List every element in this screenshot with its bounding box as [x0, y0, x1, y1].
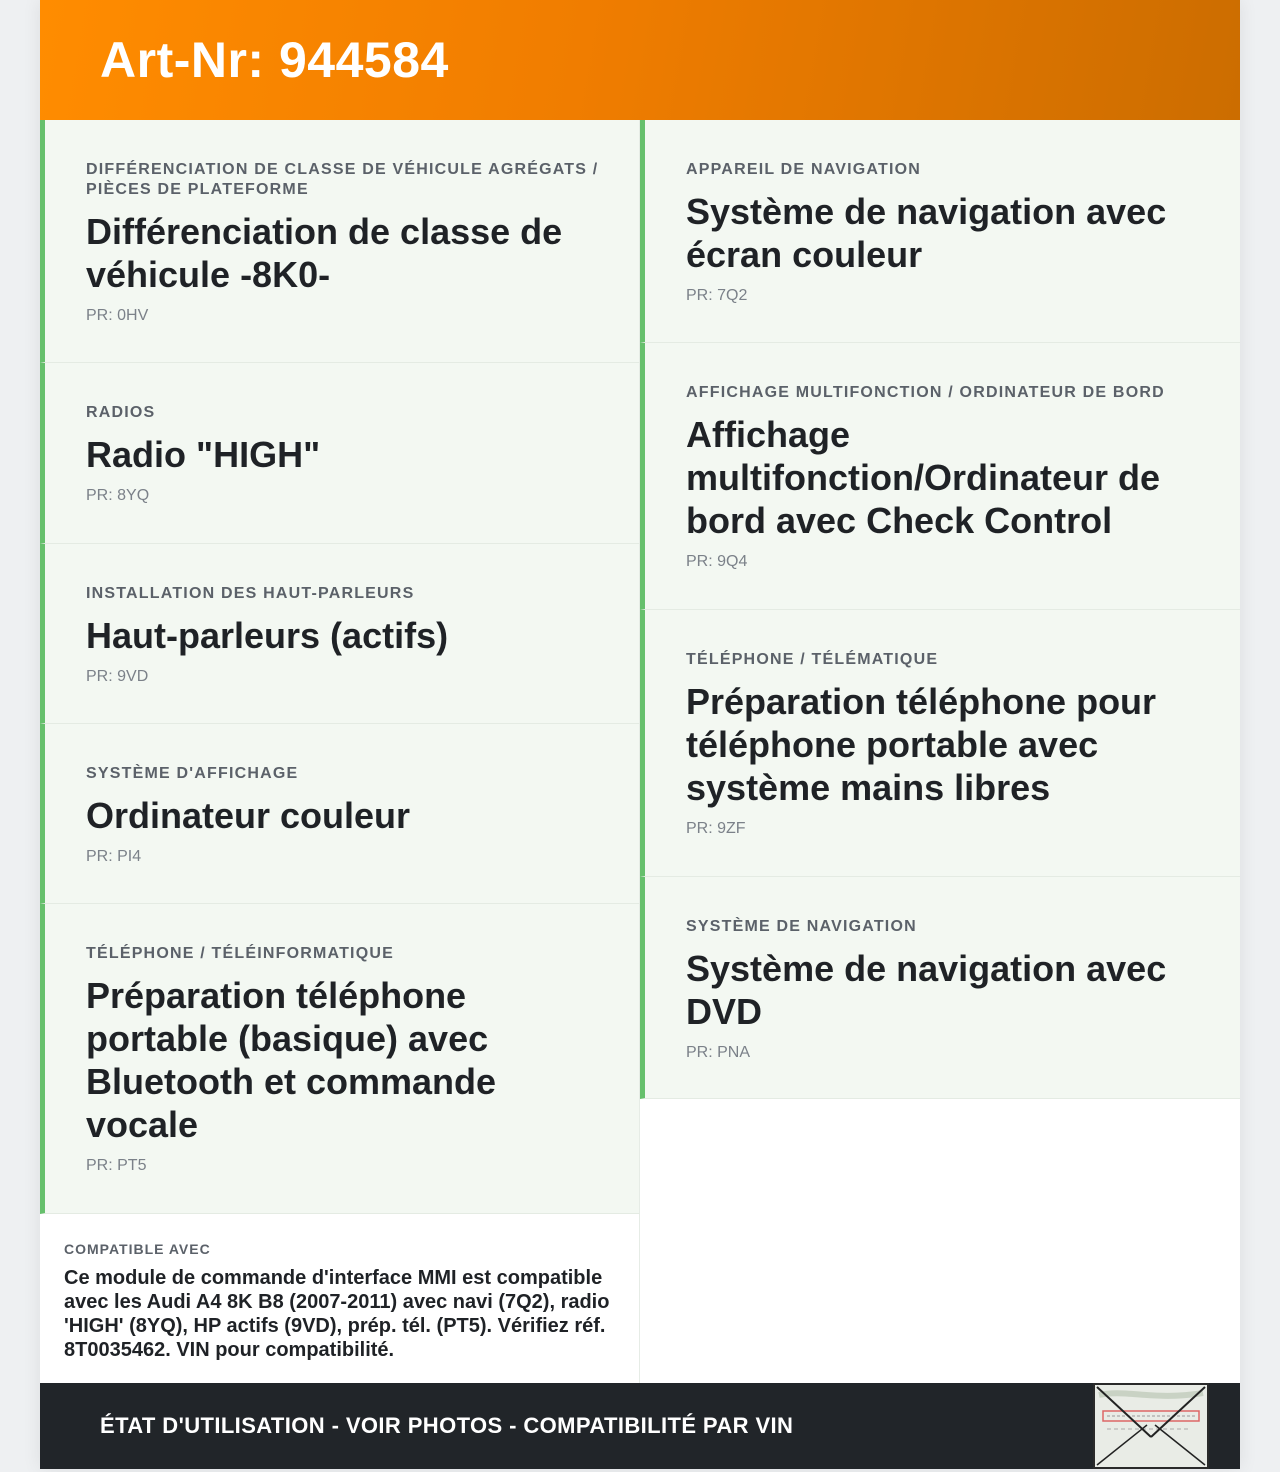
card-category: TÉLÉPHONE / TÉLÉINFORMATIQUE: [86, 945, 394, 962]
feature-card: [40, 904, 640, 1214]
card-title: Différenciation de classe de véhicule -8K0-: [86, 211, 563, 295]
right-column: [640, 120, 1240, 1099]
card-category: DIFFÉRENCIATION DE CLASSE DE VÉHICULE AGRÉGATS / PIÈCES DE PLATEFORME: [86, 161, 599, 198]
card-category: SYSTÈME D'AFFICHAGE: [86, 765, 299, 782]
card-category: RADIOS: [86, 404, 156, 421]
compatibility-text: Ce module de commande d'interface MMI est compatible avec les Audi A4 8K B8 (2007-2011) avec navi (7Q2), radio 'HIGH' (8YQ), HP actifs (9VD), prép. tél. (PT5). Vérifiez réf. 8T0035462. VIN pour compatibilité.: [64, 1267, 610, 1361]
card-title: Préparation téléphone portable (basique) avec Bluetooth et commande vocale: [86, 975, 497, 1145]
card-pr-code: PR: PI4: [86, 848, 142, 865]
page: [40, 0, 1240, 1469]
envelope-stamp-graphic: [1095, 1385, 1207, 1467]
footer-bar: [40, 1383, 1240, 1469]
card-title: Système de navigation avec DVD: [686, 948, 1167, 1032]
feature-card: [640, 610, 1240, 877]
card-category: SYSTÈME DE NAVIGATION: [686, 918, 917, 935]
card-category: AFFICHAGE MULTIFONCTION / ORDINATEUR DE BORD: [686, 384, 1165, 401]
feature-card: [40, 363, 640, 544]
card-title: Système de navigation avec écran couleur: [686, 191, 1167, 275]
feature-card: [640, 120, 1240, 343]
card-pr-code: PR: PT5: [86, 1157, 147, 1174]
card-pr-code: PR: 7Q2: [686, 287, 748, 304]
card-category: INSTALLATION DES HAUT-PARLEURS: [86, 585, 415, 602]
feature-card: [40, 120, 640, 363]
card-title: Ordinateur couleur: [86, 795, 411, 836]
card-pr-code: PR: 0HV: [86, 307, 149, 324]
feature-grid: [40, 120, 1240, 1384]
card-pr-code: PR: 8YQ: [86, 487, 150, 504]
card-pr-code: PR: 9Q4: [686, 553, 748, 570]
compatibility-label: COMPATIBLE AVEC: [64, 1241, 211, 1257]
feature-card: [40, 724, 640, 904]
feature-card: [640, 343, 1240, 610]
card-pr-code: PR: 9ZF: [686, 820, 746, 837]
card-pr-code: PR: 9VD: [86, 668, 149, 685]
card-category: APPAREIL DE NAVIGATION: [686, 161, 922, 178]
card-category: TÉLÉPHONE / TÉLÉMATIQUE: [686, 651, 939, 668]
left-column: [40, 120, 640, 1384]
footer-text: ÉTAT D'UTILISATION - VOIR PHOTOS - COMPATIBILITÉ PAR VIN: [100, 1413, 794, 1438]
card-pr-code: PR: PNA: [686, 1044, 751, 1061]
envelope-stamp-icon: [1093, 1383, 1209, 1469]
card-title: Préparation téléphone pour téléphone portable avec système mains libres: [686, 681, 1157, 808]
article-number-title: Art-Nr: 944584: [100, 32, 449, 88]
header: [40, 0, 1240, 120]
card-title: Affichage multifonction/Ordinateur de bord avec Check Control: [686, 414, 1160, 541]
card-title: Radio "HIGH": [86, 434, 321, 475]
feature-card: [640, 877, 1240, 1099]
card-title: Haut-parleurs (actifs): [86, 615, 449, 656]
feature-card: [40, 544, 640, 724]
compatibility-section: [40, 1214, 640, 1384]
